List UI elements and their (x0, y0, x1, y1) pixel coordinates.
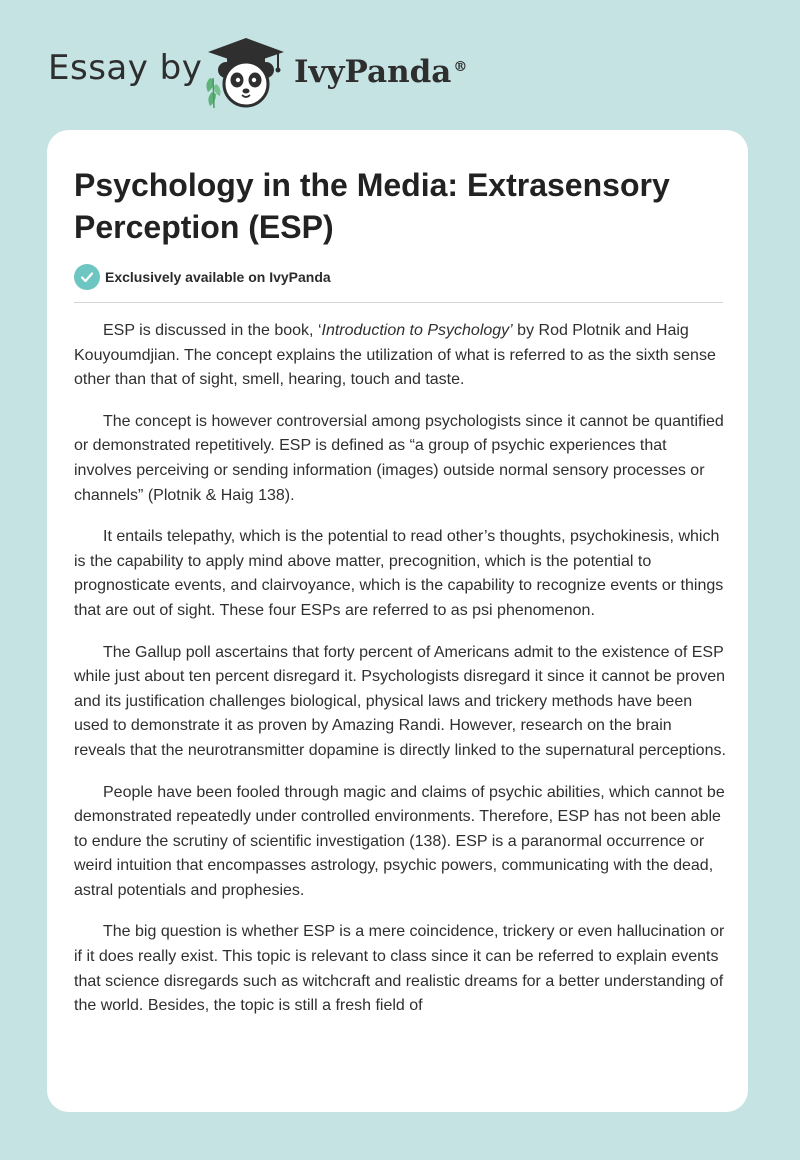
panda-logo-icon[interactable] (202, 34, 286, 110)
badge-label: Exclusively available on IvyPanda (105, 269, 331, 285)
paragraph: It entails telepathy, which is the potential to read other’s thoughts, psychokinesis, which is the capability to apply mind above matter, precognition, which is the potential to prognosticate events, and clairvoyance, which is the capability to recognize events or things that are out of sight. These four ESPs are referred to as psi phenomenon. (74, 528, 724, 619)
paragraph: The big question is whether ESP is a mere coincidence, trickery or even hallucination or if it does really exist. This topic is relevant to class since it can be referred to explain events that science disregards such as witchcraft and realistic dreams for a better understanding of the world. Besides, the topic is still a fresh field of (74, 923, 725, 1015)
paragraph-text: ESP is discussed in the book, ‘ (103, 322, 322, 339)
paragraph: The concept is however controversial among psychologists since it cannot be quantified or demonstrated repetitively. ESP is defined as “a group of psychic experiences that involves perceiving or sending information (images) outside normal sensory processes or channels” (Plotnik & Haig 138). (74, 412, 724, 504)
exclusive-badge (74, 263, 331, 291)
essay-card (47, 130, 748, 1112)
brand-name[interactable] (294, 54, 467, 90)
essay-body (74, 319, 726, 1036)
essay-by-label: Essay by (48, 48, 203, 88)
paragraph: People have been fooled through magic and claims of psychic abilities, which cannot be demonstrated repeatedly under controlled environments. Therefore, ESP has not been able to endure the scrutiny of scientific investigation (138). ESP is a paranormal occurrence or weird intuition that encompasses astrology, psychic powers, communicating with the dead, astral potentials and prophesies. (74, 783, 725, 899)
brand-text: IvyPanda (294, 54, 452, 90)
book-title: Introduction to Psychology’ (321, 322, 513, 339)
paragraph: The Gallup poll ascertains that forty percent of Americans admit to the existence of ESP while just about ten percent disregard it. Psychologists disregard it since it cannot be proven and its justification challenges biological, physical laws and trickery methods have been used to demonstrate it as proven by Amazing Randi. However, research on the brain reveals that the neurotransmitter dopamine is directly linked to the supernatural perceptions. (74, 643, 726, 759)
site-header (48, 34, 508, 114)
paragraph (74, 319, 726, 393)
page-title: Psychology in the Media: Extrasensory Perception (ESP) (74, 167, 670, 245)
registered-mark: ® (453, 58, 468, 75)
paragraph-text: by Rod Plotnik and Haig Kouyoumdjian. The concept explains the utilization of what is referred to as the sixth sense other than that of sight, smell, hearing, touch and taste. (74, 322, 716, 389)
divider (74, 302, 723, 303)
check-icon (74, 264, 100, 290)
